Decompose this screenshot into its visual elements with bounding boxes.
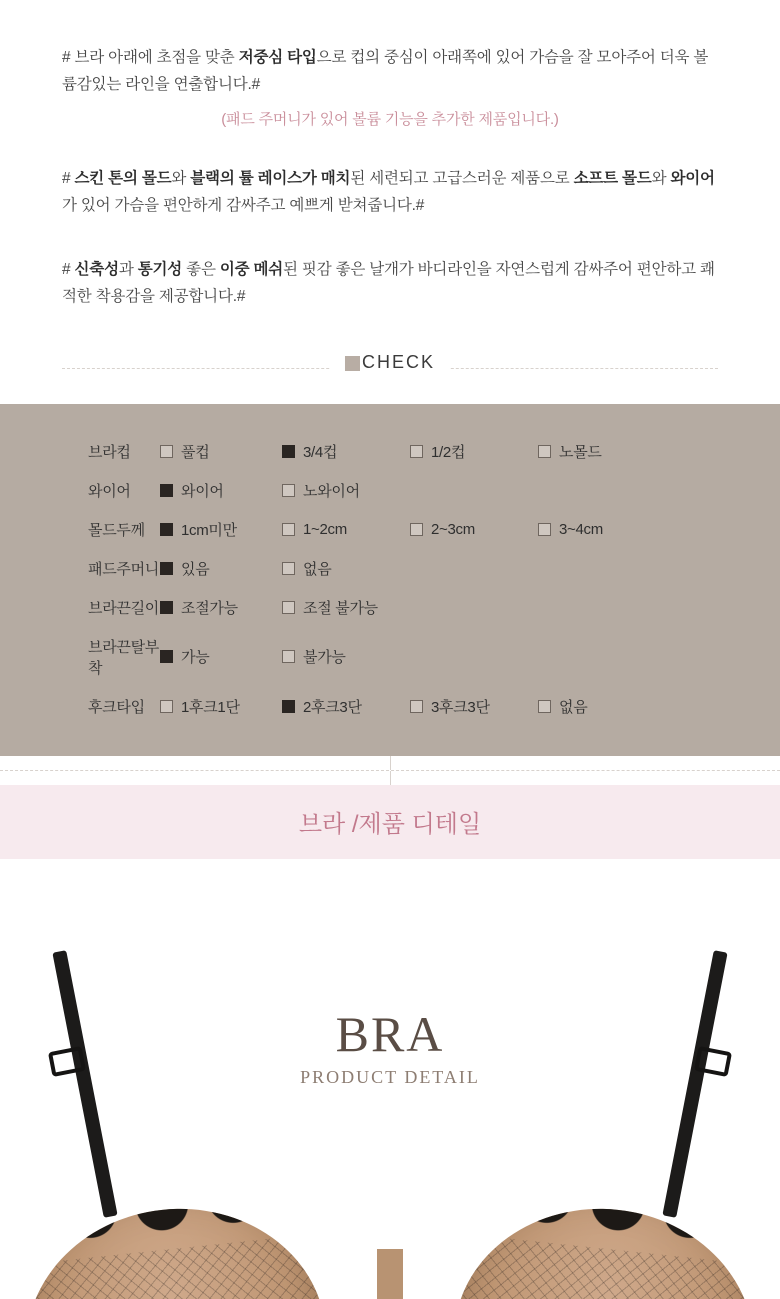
spec-option-cell xyxy=(160,510,282,549)
spec-option[interactable] xyxy=(410,441,538,462)
check-label xyxy=(331,352,449,373)
spec-option-cell xyxy=(410,510,538,549)
spec-option-label: 있음 xyxy=(181,560,210,578)
spec-option[interactable] xyxy=(538,521,780,538)
divider-tick-top xyxy=(390,756,391,770)
spec-option-cell xyxy=(538,588,780,627)
description-paragraph-2: # 스킨 톤의 몰드와 블랙의 튤 레이스가 매치된 세련되고 고급스러운 제품으로 소프트 몰드와 와이어가 있어 가슴을 편안하게 감싸주고 예쁘게 받쳐줍니다.# xyxy=(62,170,715,215)
check-divider xyxy=(62,352,718,386)
spec-option-cell xyxy=(410,687,538,726)
description-note: (패드 주머니가 있어 볼륨 기능을 추가한 제품입니다.) xyxy=(221,111,559,129)
spec-option[interactable] xyxy=(282,480,410,501)
divider-tick-bottom xyxy=(390,771,391,785)
spec-option-cell xyxy=(160,471,282,510)
spec-option-cell xyxy=(160,588,282,627)
checkbox-icon[interactable] xyxy=(410,523,423,536)
checkbox-icon[interactable] xyxy=(410,445,423,458)
spec-option-label: 3~4cm xyxy=(559,520,603,538)
spec-option-cell xyxy=(538,687,780,726)
spec-row xyxy=(0,471,780,510)
spec-option-cell xyxy=(160,687,282,726)
checkbox-icon[interactable] xyxy=(538,700,551,713)
spec-option[interactable] xyxy=(282,696,410,717)
spec-option[interactable] xyxy=(410,696,538,717)
spec-row xyxy=(0,432,780,471)
spec-option[interactable] xyxy=(160,441,282,462)
spec-option-label: 3후크3단 xyxy=(431,698,490,716)
spec-option-cell xyxy=(282,627,410,687)
checkbox-icon[interactable] xyxy=(282,650,295,663)
spec-option-cell xyxy=(160,549,282,588)
bra-cup-right xyxy=(437,1194,767,1299)
spec-option-label: 1cm미만 xyxy=(181,521,237,539)
spec-option-label: 풀컵 xyxy=(181,443,210,461)
spec-option-label: 2~3cm xyxy=(431,520,475,538)
checkbox-icon[interactable] xyxy=(538,523,551,536)
spec-option-cell xyxy=(282,510,410,549)
checkbox-icon[interactable] xyxy=(160,445,173,458)
description-section xyxy=(0,0,780,386)
spec-option-label: 1~2cm xyxy=(303,520,347,538)
spec-option-cell xyxy=(282,549,410,588)
spec-row-label: 브라끈길이 xyxy=(88,599,159,617)
spec-option-label: 3/4컵 xyxy=(303,443,338,461)
spec-row xyxy=(0,549,780,588)
spec-option-label: 없음 xyxy=(303,560,332,578)
spec-option-cell xyxy=(538,627,780,687)
shoulder-strap-right xyxy=(662,950,727,1218)
spec-option-cell xyxy=(538,471,780,510)
spec-option-cell xyxy=(282,471,410,510)
description-paragraph-3: # 신축성과 통기성 좋은 이중 메쉬된 핏감 좋은 날개가 바디라인을 자연스럽게 감싸주어 편안하고 쾌적한 착용감을 제공합니다.# xyxy=(62,260,715,305)
spec-option-label: 조절가능 xyxy=(181,599,238,617)
square-icon xyxy=(345,356,360,371)
checkbox-checked-icon[interactable] xyxy=(160,601,173,614)
checkbox-icon[interactable] xyxy=(538,445,551,458)
spec-row-label: 패드주머니 xyxy=(88,560,159,578)
spec-option-cell xyxy=(410,471,538,510)
photo-headline: BRA xyxy=(335,1005,445,1062)
spec-row xyxy=(0,510,780,549)
spec-option-cell xyxy=(538,432,780,471)
checkbox-icon[interactable] xyxy=(282,484,295,497)
spec-option-cell xyxy=(410,627,538,687)
spec-option-cell xyxy=(282,432,410,471)
spec-option-label: 2후크3단 xyxy=(303,698,362,716)
checkbox-icon[interactable] xyxy=(160,700,173,713)
spec-option[interactable] xyxy=(282,597,410,618)
spec-row-label: 와이어 xyxy=(88,482,131,500)
checkbox-checked-icon[interactable] xyxy=(282,700,295,713)
spec-table xyxy=(0,404,780,756)
spec-option[interactable] xyxy=(282,558,410,579)
spec-row-label: 브라끈탈부착 xyxy=(88,638,159,677)
bra-cup-left xyxy=(13,1194,343,1299)
spec-option-label: 노몰드 xyxy=(559,443,602,461)
spec-table-body xyxy=(0,432,780,726)
spec-option[interactable] xyxy=(160,696,282,717)
spec-option-cell xyxy=(538,549,780,588)
checkbox-checked-icon[interactable] xyxy=(160,484,173,497)
description-paragraph-1: # 브라 아래에 초점을 맞춘 저중심 타입으로 컵의 중심이 아래쪽에 있어 가슴을 잘 모아주어 더욱 볼륨감있는 라인을 연출합니다.# xyxy=(62,49,709,94)
spec-option[interactable] xyxy=(282,521,410,538)
spec-option-label: 가능 xyxy=(181,649,210,667)
spec-option-label: 없음 xyxy=(559,698,588,716)
spec-option[interactable] xyxy=(538,696,780,717)
spec-option[interactable] xyxy=(160,480,282,501)
spec-option-cell xyxy=(282,687,410,726)
spec-row-label: 몰드두께 xyxy=(88,521,145,539)
bra-illustration xyxy=(0,919,780,1299)
spec-option-cell xyxy=(538,510,780,549)
check-label-text: CHECK xyxy=(361,351,436,372)
checkbox-checked-icon[interactable] xyxy=(160,562,173,575)
spec-option-label: 노와이어 xyxy=(303,482,360,500)
spec-option[interactable] xyxy=(160,597,282,618)
spec-option[interactable] xyxy=(410,521,538,538)
checkbox-checked-icon[interactable] xyxy=(160,523,173,536)
spec-row xyxy=(0,687,780,726)
spec-option[interactable] xyxy=(282,441,410,462)
spec-option-cell xyxy=(410,588,538,627)
spec-option-cell xyxy=(410,549,538,588)
spec-option[interactable] xyxy=(160,646,282,667)
spec-option-label: 1/2컵 xyxy=(431,443,466,461)
spec-row-label: 브라컵 xyxy=(88,443,131,461)
spec-option-cell xyxy=(410,432,538,471)
spec-option-cell xyxy=(282,588,410,627)
spec-option-cell xyxy=(160,627,282,687)
checkbox-checked-icon[interactable] xyxy=(282,445,295,458)
shoulder-strap-left xyxy=(52,950,117,1218)
spec-option[interactable] xyxy=(538,441,780,462)
spec-option-label: 1후크1단 xyxy=(181,698,240,716)
spec-option[interactable] xyxy=(160,519,282,540)
photo-subhead: PRODUCT DETAIL xyxy=(300,1066,480,1087)
checkbox-icon[interactable] xyxy=(410,700,423,713)
spec-row xyxy=(0,588,780,627)
spec-row-label: 후크타입 xyxy=(88,698,145,716)
spec-option-label: 와이어 xyxy=(181,482,224,500)
section-banner xyxy=(0,785,780,859)
spec-table-grid xyxy=(0,432,780,726)
spec-option[interactable] xyxy=(160,558,282,579)
spec-option-label: 조절 불가능 xyxy=(303,599,378,617)
spec-row xyxy=(0,627,780,687)
section-banner-title: 브라 /제품 디테일 xyxy=(298,811,482,839)
spec-option[interactable] xyxy=(282,646,410,667)
spec-option-label: 불가능 xyxy=(303,649,346,667)
checkbox-checked-icon[interactable] xyxy=(160,650,173,663)
center-gore xyxy=(377,1249,403,1299)
checkbox-icon[interactable] xyxy=(282,601,295,614)
checkbox-icon[interactable] xyxy=(282,523,295,536)
checkbox-icon[interactable] xyxy=(282,562,295,575)
product-photo xyxy=(0,859,780,1299)
spec-option-cell xyxy=(160,432,282,471)
